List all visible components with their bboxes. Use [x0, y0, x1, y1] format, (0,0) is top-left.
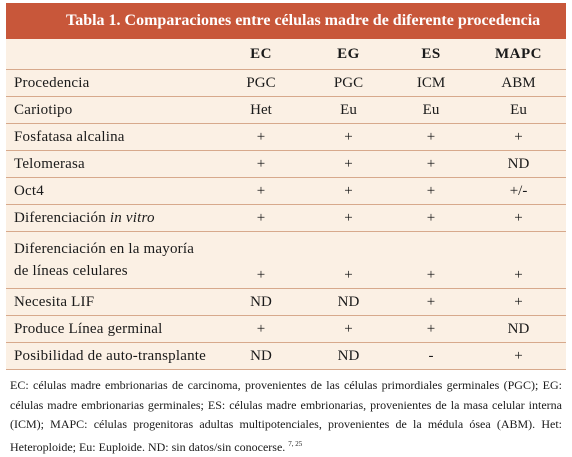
- row-label: [6, 232, 216, 289]
- table-cell: +: [391, 178, 471, 205]
- table-cell: +: [306, 178, 391, 205]
- table-cell: ABM: [471, 70, 566, 97]
- table-cell: Eu: [471, 97, 566, 124]
- table-row: [6, 178, 566, 205]
- row-label: [6, 205, 216, 232]
- row-label: Procedencia: [6, 70, 216, 97]
- table-cell: +: [391, 205, 471, 232]
- table-cell: +: [471, 343, 566, 370]
- row-label: Produce Línea germinal: [6, 316, 216, 343]
- column-header: ES: [421, 45, 441, 62]
- table-cell: +: [216, 316, 306, 343]
- table-cell: ND: [306, 289, 391, 316]
- table-row: [6, 316, 566, 343]
- table-cell: +: [306, 232, 391, 289]
- footnote-text: EC: células madre embrionarias de carcinoma, provenientes de las células primordiales germinales (PGC); EG: células madre embrionarias germinales; ES: células madre embrionarias, provenientes de la masa celular interna (ICM); MAPC: células progenitoras adultas multipotenciales, provenientes de la médula ósea (ABM). Het: Heteroploide; Eu: Euploide. ND: sin datos/sin conocerse.: [10, 378, 562, 454]
- table-row: [6, 124, 566, 151]
- row-label: Necesita LIF: [6, 289, 216, 316]
- table-cell: Eu: [391, 97, 471, 124]
- table-cell: +: [391, 316, 471, 343]
- table-cell: +: [471, 124, 566, 151]
- row-label: Telomerasa: [6, 151, 216, 178]
- table-cell: -: [391, 343, 471, 370]
- table-cell: ND: [306, 343, 391, 370]
- table-cell: ICM: [391, 70, 471, 97]
- table-cell: +: [306, 151, 391, 178]
- header-row: [6, 39, 566, 70]
- comparison-table: [6, 39, 566, 370]
- row-label-line2: de líneas celulares: [14, 263, 128, 279]
- table-cell: Het: [216, 97, 306, 124]
- table-cell: +: [216, 178, 306, 205]
- table-cell: +: [391, 289, 471, 316]
- row-label: Oct4: [6, 178, 216, 205]
- table-cell: +: [471, 232, 566, 289]
- column-header: MAPC: [495, 45, 542, 62]
- table-cell: +: [306, 316, 391, 343]
- table-footnote: [6, 370, 566, 457]
- table-cell: +: [471, 205, 566, 232]
- table-cell: +: [216, 205, 306, 232]
- table-row: [6, 97, 566, 124]
- table-cell: PGC: [216, 70, 306, 97]
- table-cell: ND: [471, 316, 566, 343]
- table-cell: ND: [216, 289, 306, 316]
- table-cell: +: [391, 232, 471, 289]
- table-cell: +: [391, 151, 471, 178]
- table-cell: ND: [471, 151, 566, 178]
- row-label: Cariotipo: [6, 97, 216, 124]
- table-cell: +: [306, 124, 391, 151]
- table-cell: ND: [216, 343, 306, 370]
- table-row: [6, 70, 566, 97]
- row-label: Posibilidad de auto-transplante: [6, 343, 216, 370]
- column-header: EG: [337, 45, 360, 62]
- table-cell: +/-: [471, 178, 566, 205]
- table-row: [6, 232, 566, 289]
- table-cell: PGC: [306, 70, 391, 97]
- table-cell: +: [216, 151, 306, 178]
- table-frame: [6, 3, 566, 457]
- table-row: [6, 151, 566, 178]
- table-row: [6, 343, 566, 370]
- table-cell: Eu: [306, 97, 391, 124]
- row-label-text: Diferenciación: [14, 209, 106, 226]
- table-title: Tabla 1. Comparaciones entre células madre de diferente procedencia: [6, 3, 566, 39]
- row-label-italic: in vitro: [109, 209, 155, 226]
- header-blank: [6, 39, 216, 70]
- table-cell: +: [471, 289, 566, 316]
- table-cell: +: [216, 124, 306, 151]
- row-label-line1: Diferenciación en la mayoría: [14, 241, 195, 257]
- table-cell: +: [216, 232, 306, 289]
- table-cell: +: [306, 205, 391, 232]
- table-row: [6, 289, 566, 316]
- column-header: EC: [250, 45, 272, 62]
- table-row: [6, 205, 566, 232]
- table-cell: +: [391, 124, 471, 151]
- row-label: Fosfatasa alcalina: [6, 124, 216, 151]
- footnote-references: 7, 25: [288, 439, 303, 448]
